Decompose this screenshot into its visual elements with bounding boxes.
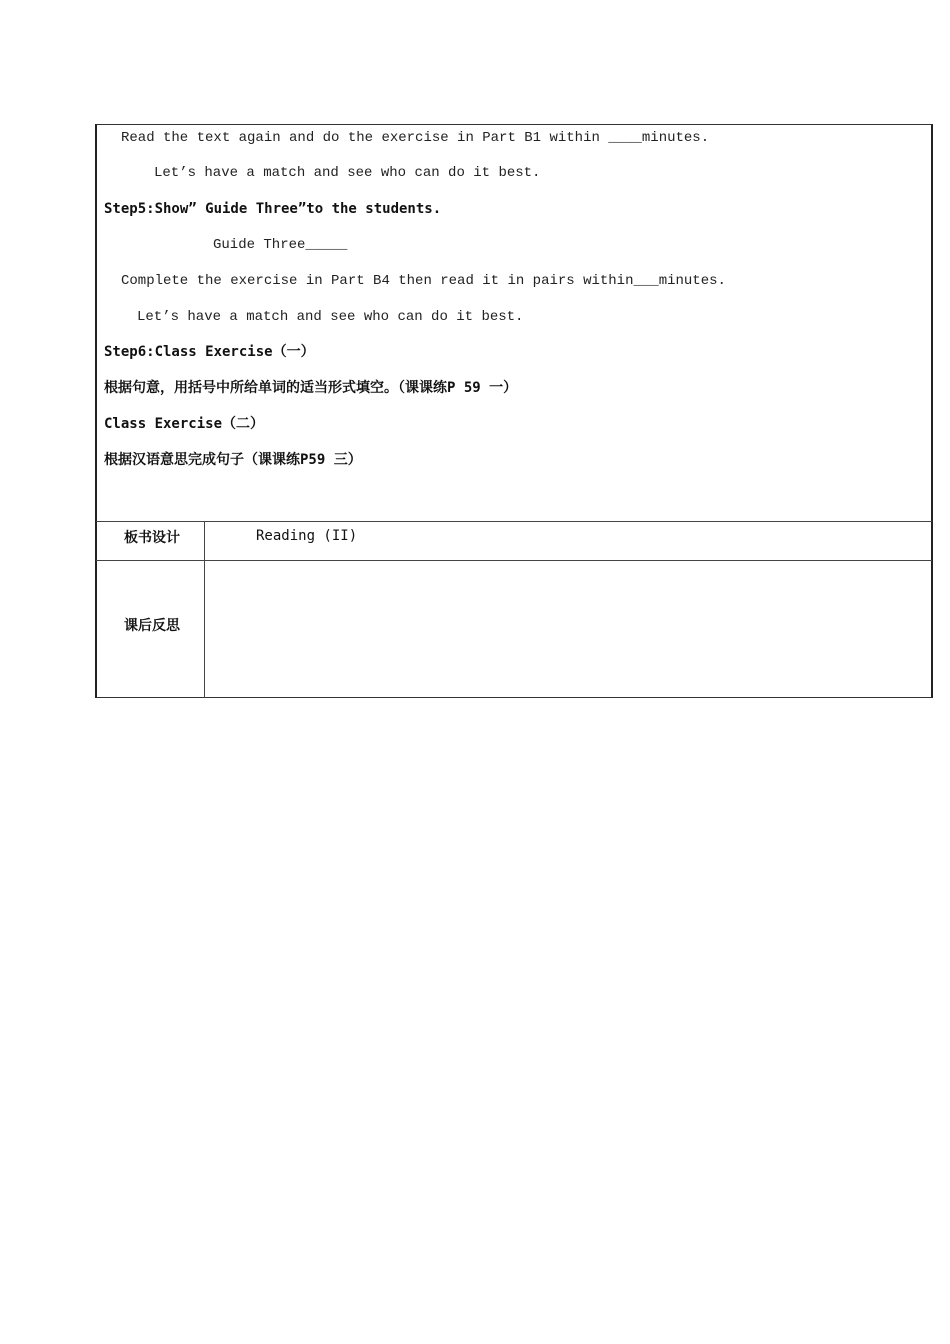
- instruction-match: Let’s have a match and see who can do it best.: [154, 165, 541, 181]
- exercise-one-instruction: 根据句意，用括号中所给单词的适当形式填空。（课课练P 59 一）: [104, 380, 518, 396]
- instruction-read-text: Read the text again and do the exercise in Part B1 within ____minutes.: [121, 130, 710, 146]
- board-design-value: Reading (II): [256, 528, 358, 544]
- board-design-label: 板书设计: [124, 530, 180, 546]
- instruction-match-2: Let’s have a match and see who can do it best.: [137, 309, 524, 325]
- exercise-two-instruction: 根据汉语意思完成句子（课课练P59 三）: [104, 452, 362, 468]
- guide-three-title: Guide Three_____: [213, 237, 348, 253]
- class-exercise-two-heading: Class Exercise（二）: [104, 416, 265, 432]
- row-divider-reflection: [96, 560, 932, 561]
- reflection-label: 课后反思: [124, 618, 180, 634]
- step5-heading: Step5:Show” Guide Three”to the students.: [104, 201, 442, 217]
- reflection-content: [210, 566, 926, 692]
- instruction-complete-exercise: Complete the exercise in Part B4 then read it in pairs within___minutes.: [121, 273, 726, 289]
- step6-heading: Step6:Class Exercise（一）: [104, 344, 315, 360]
- row-divider-board: [96, 521, 932, 522]
- column-divider: [204, 521, 205, 698]
